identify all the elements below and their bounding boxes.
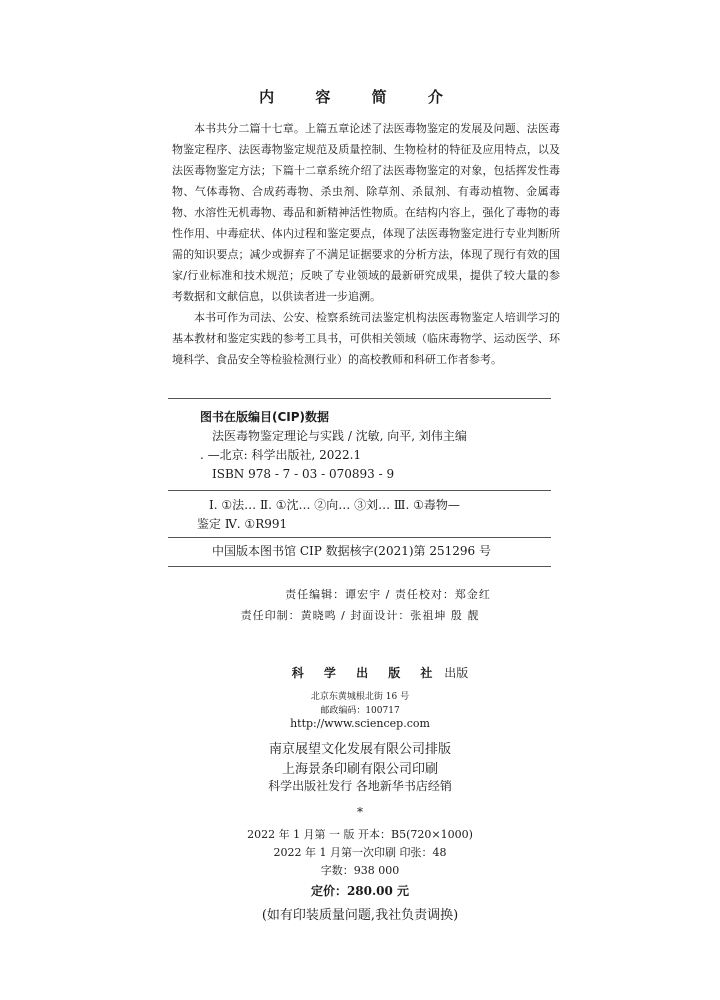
word-count: 字数：938 000 — [320, 864, 400, 877]
printer: 上海景条印刷有限公司印刷 — [281, 762, 438, 777]
cip-bottom-rule — [168, 566, 551, 567]
intro-paragraph-2: 本书可作为司法、公安、检察系统司法鉴定机构法医毒物鉴定人培训学习的基本教材和鉴定实践的参考工具书，可供相关领域（临床毒物学、运动医学、环境科学、食品安全等检验检测行业）的高校教师和科研工作者参考。 — [172, 311, 560, 366]
publisher-logo: 科 学 出 版 社 — [291, 666, 441, 680]
distribution: 科学出版社发行 各地新华书店经销 — [268, 779, 452, 793]
cip-block — [200, 408, 545, 484]
cip-heading: 图书在版编目(CIP)数据 — [200, 410, 330, 424]
publisher-line — [0, 664, 720, 681]
price: 定价：280.00 元 — [310, 884, 410, 898]
cip-isbn: ISBN 978 - 7 - 03 - 070893 - 9 — [212, 467, 395, 481]
credits-line-1: 责任编辑：谭宏宇 / 责任校对：郑金红 — [285, 588, 491, 601]
cip-mid-rule — [168, 490, 551, 491]
intro-title: 内 容 简 介 — [259, 88, 461, 106]
cip-classification — [197, 496, 547, 534]
cip-lower-rule — [168, 537, 551, 538]
separator-star: * — [357, 805, 363, 819]
publisher-postcode: 邮政编码：100717 — [320, 706, 400, 716]
cip-top-rule — [168, 398, 551, 399]
publisher-address: 北京东黄城根北街 16 号 — [310, 692, 410, 702]
cip-class-line-1: Ⅰ. ①法… Ⅱ. ①沈… ②向… ③刘… Ⅲ. ①毒物— — [209, 498, 460, 512]
intro-paragraph-1: 本书共分二篇十七章。上篇五章论述了法医毒物鉴定的发展及问题、法医毒物鉴定程序、法医毒物鉴定规范及质量控制、生物检材的特征及应用特点，以及法医毒物鉴定方法；下篇十二章系统介绍了法医毒物鉴定的对象，包括挥发性毒物、气体毒物、合成药毒物、杀虫剂、除草剂、杀鼠剂、有毒动植物、金属毒物、水溶性无机毒物、毒品和新精神活性物质。在结构内容上，强化了毒物的毒性作用、中毒症状、体内过程和鉴定要点，体现了法医毒物鉴定进行专业判断所需的知识要点；减少或摒弃了不满足证据要求的分析方法，体现了现行有效的国家/行业标准和技术规范；反映了专业领域的最新研究成果，提供了较大量的参考数据和文献信息，以供读者进一步追溯。 — [172, 122, 560, 303]
typesetter: 南京展望文化发展有限公司排版 — [268, 742, 451, 757]
cip-book-line: 法医毒物鉴定理论与实践 / 沈敏, 向平, 刘伟主编 — [212, 429, 467, 443]
cip-publisher-line: . —北京: 科学出版社, 2022.1 — [200, 448, 362, 462]
intro-body — [172, 118, 560, 370]
publisher-suffix: 出版 — [444, 666, 469, 680]
edition-line: 2022 年 1 月第 一 版 开本：B5(720×1000) — [247, 828, 473, 841]
publisher-website: http://www.sciencep.com — [290, 717, 430, 730]
printing-line: 2022 年 1 月第一次印刷 印张：48 — [273, 846, 447, 859]
cip-verify: 中国版本图书馆 CIP 数据核字(2021)第 251296 号 — [212, 544, 491, 558]
quality-notice: (如有印装质量问题,我社负责调换) — [261, 908, 459, 923]
credits-line-2: 责任印制：黄晓鸣 / 封面设计：张祖坤 殷 靓 — [240, 609, 480, 622]
cip-verify-block — [200, 542, 545, 561]
cip-class-line-2: 鉴定 Ⅳ. ①R991 — [197, 517, 288, 531]
